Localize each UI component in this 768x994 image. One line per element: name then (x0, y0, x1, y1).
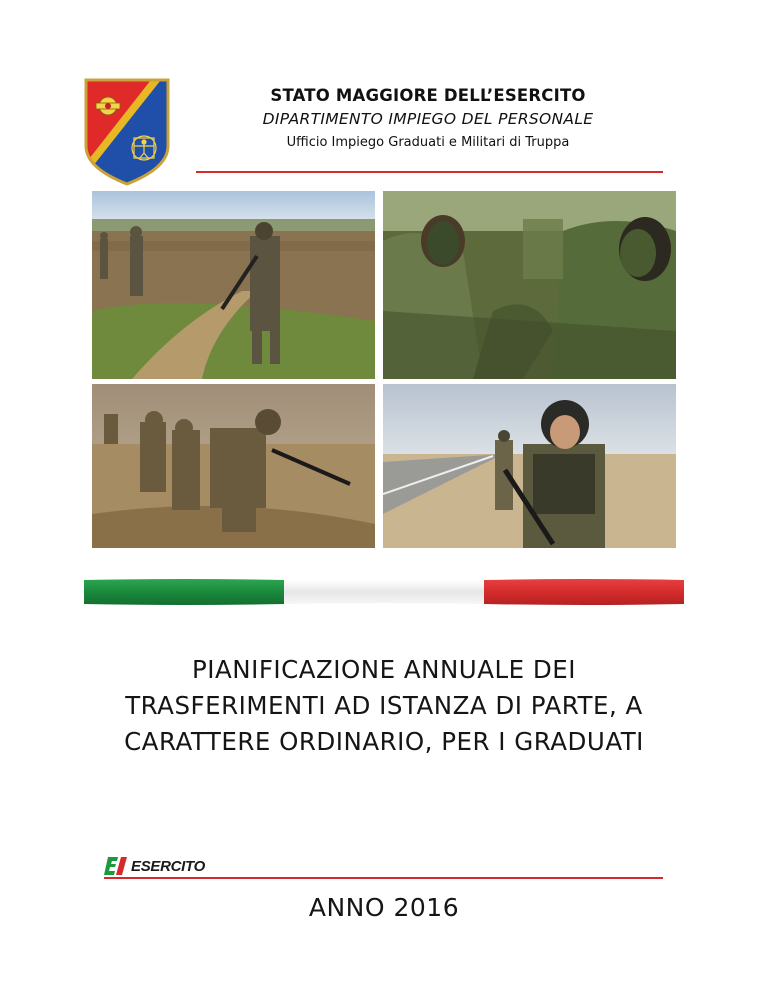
photo-soldiers-patrol (92, 191, 375, 379)
title-line-1: PIANIFICAZIONE ANNUALE DEI (192, 655, 576, 684)
title-line-2: TRASFERIMENTI AD ISTANZA DI PARTE, A (125, 691, 643, 720)
photo-soldier-roadside (383, 384, 676, 548)
department-name: DIPARTIMENTO IMPIEGO DEL PERSONALE (262, 110, 594, 128)
document-title (60, 652, 708, 760)
title-line-3: CARATTERE ORDINARIO, PER I GRADUATI (124, 727, 644, 756)
header-divider (196, 171, 663, 173)
photo-soldiers-camouflage (383, 191, 676, 379)
esercito-logo (104, 855, 205, 877)
footer-divider (104, 877, 663, 879)
esercito-logo-text: ESERCITO (131, 857, 206, 875)
esercito-logo-icon (104, 856, 130, 876)
army-crest-icon (82, 76, 172, 188)
organization-title: STATO MAGGIORE DELL’ESERCITO (270, 86, 586, 105)
photo-soldiers-kneeling (92, 384, 375, 548)
office-name: Ufficio Impiego Graduati e Militari di Truppa (286, 135, 570, 150)
italian-flag-band (84, 578, 684, 606)
year-label: ANNO 2016 (308, 893, 460, 922)
